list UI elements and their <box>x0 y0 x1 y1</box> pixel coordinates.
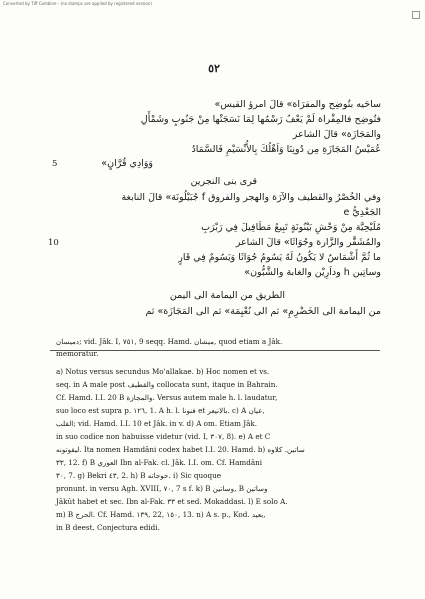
text-line-11: ما ثُمَّ أَشْمَاسٌ لا يَكُونُ لَهُ يَسُومُ جُوَاثَا وَيَسُومٌ فِي قَارٍ <box>178 252 381 263</box>
footnote-line: القلب; vid. Hamd. I.I. 10 et Jâk. in v. d) A om. Etiam Jâk. <box>56 419 258 428</box>
text-line-14: من اليمامة الى الخَضْرِمِ» ثم الى نُعْيِمَة» ثم الى المَجَازَة» ثم <box>145 306 381 317</box>
footnote-line: in B deest. Conjectura edidi. <box>56 523 160 532</box>
page-number: ٥٢ <box>208 62 220 75</box>
route-heading: الطريق من اليمامة الى اليمن <box>169 290 285 301</box>
footnote-line: ٣٠, 7. g) Bekri ٤٣, 2. h) B حوجاته. i) Sic quoque <box>56 471 221 480</box>
text-line-3: والمَجَازَة» قالَ الشاعر <box>292 129 381 140</box>
text-line-8: الجَعْدِيُّ e <box>343 207 381 218</box>
footnote-line: memoratur. <box>56 349 99 358</box>
footnote-line: pronunt. in versu Agh. XVIII, ٧٠, 7 s f. k) B وساتين, B وساتين <box>56 484 268 493</box>
text-line-9: مُلَيْحِيَّة مِنْ وَحْشِ بَيْنُونَةٍ تَبِيعُ مَطَافِيلَ فِي رَبْرَبِ <box>201 222 381 233</box>
footnote-line: seq. in A male post والقطيف collocata sunt, itaque in Bahrain. <box>56 380 278 389</box>
corner-mark-icon <box>412 4 420 12</box>
footnote-line: suo loco est supra p. ١٢٦, 1. A h. l. فنونا et بالانيعر. c) A عيان, <box>56 406 265 415</box>
section-heading: قرى بنى النجرين <box>190 176 257 187</box>
footnote-line: دميسان; vid. Jâk. I, ٧٥١, 9 seqq. Hamd. ميشان, quod etiam a Jâk. <box>56 337 283 346</box>
text-line-10: والمُشَقَّر والزَّارة وجُوَاثَا» قالَ الشاعر <box>235 237 381 248</box>
line-number-5: 5 <box>52 159 58 169</box>
footnote-line: ليقوتونه. Ita nomen Hamdâni codex habet I.I. 20. Hamd. b) ساتين. كلاوه <box>56 445 305 454</box>
scan-banner: Converted by Tiff Combine - (no stamps are applied by registered version) <box>3 1 152 6</box>
text-line-7: وفي الخُصْرُ والقطيف والآرَة والهجر والفروق f جُبَيْلُونَة» قالَ النابغة <box>121 192 381 203</box>
text-line-5: وَوَادِي قُرَّانٍ» <box>101 158 153 169</box>
line-number-10: 10 <box>48 238 59 248</box>
text-line-2: فتُوضِح فالمِقْراة لَمْ يَعْفُ رَسْمُها لِمَا نَسَجَتْها مِنْ جَنُوبٍ وشَمْأَلِ <box>140 114 381 125</box>
footnote-line: m) B الحرج. Cf. Hamd. ١٣٩, 22, ١٥٠, 13. n) A s. p., Kod. بعيد, <box>56 510 266 519</box>
text-line-4: عُمَيْسُ المَجَازَةِ مِن دُونِنَا وَاَهْلُكَ بِالأُنْسَيْمِ فَالسَّمَادُ <box>191 144 381 155</box>
footnote-line: ٣٣, 12. f) B العوري Ibn al-Fak. cl. Jâk. I.I. om. Cf. Hamdâni <box>56 458 263 467</box>
footnote-line: Jâkût habet et sec. Ibn al-Fak. ٣٣ et sed. Mokaddasi. l) E solo A. <box>56 497 288 506</box>
footnote-line: a) Notus versus secundus Mo'allakae. b) Hoc nomen et vs. <box>56 367 270 376</box>
text-line-1: ساحَيه بتُوضِح والمقرَاة» قالَ امرؤ القيس» <box>214 99 381 110</box>
text-line-12: وساتِين h وداَرِيْن والغابة والشَّبُّون» <box>244 267 381 278</box>
footnote-line: in suo codice non habuisse videtur (vid. I, ٣٠٧, 8). e) A et C <box>56 432 271 441</box>
footnote-line: Cf. Hamd. I.I. 20 B والمجازة. Versus autem male h. l. laudatur, <box>56 393 278 402</box>
